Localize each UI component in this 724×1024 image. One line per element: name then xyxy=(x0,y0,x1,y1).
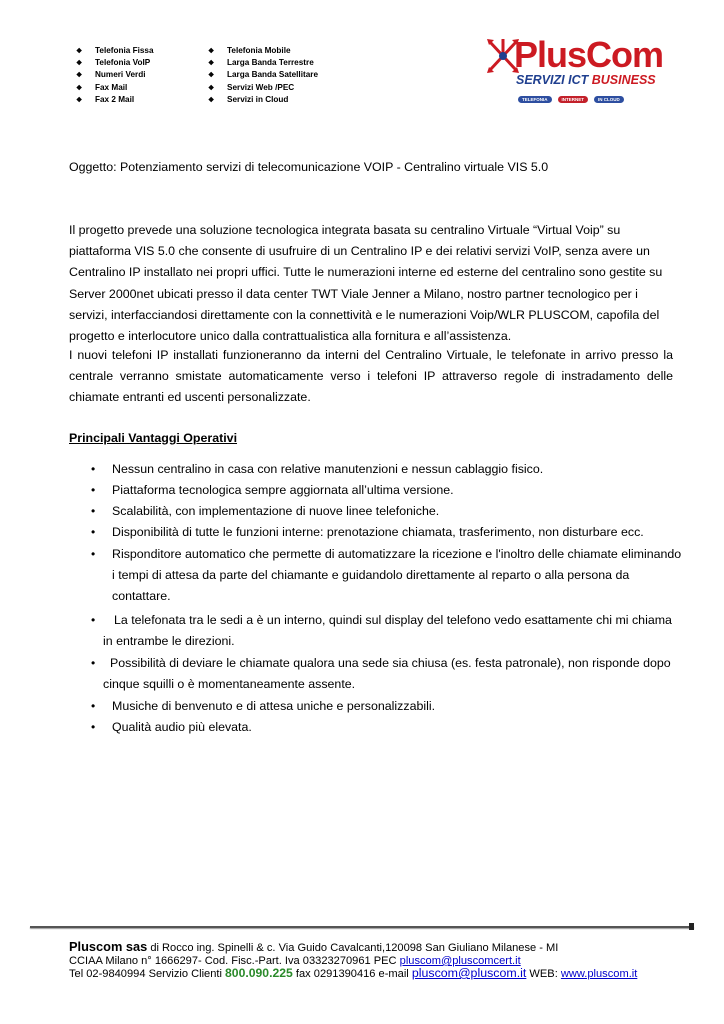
section-title: Principali Vantaggi Operativi xyxy=(69,431,238,445)
footer-customer-service-phone: 800.090.225 xyxy=(225,966,293,980)
service-item-label: Fax Mail xyxy=(95,82,128,92)
service-item xyxy=(76,45,154,57)
advantage-text: Nessun centralino in casa con relative manutenzioni e nessun cablaggio fisico. xyxy=(112,462,544,476)
intro-paragraph-text: Il progetto prevede una soluzione tecnologica integrata basata su centralino Virtuale “Virtual Voip” su piattaforma VIS 5.0 che consente di usufruire di un Centralino IP e dei relativi servizi VoIP, senza avere un Centralino IP installato nei propri uffici. Tutte le numerazioni interne ed esterne del centralino sono gestite su Server 2000net ubicati presso il data center TWT Viale Jenner a Milano, nostro partner tecnologico per i servizi, interfacciandosi direttamente con la connettività e le numerazioni Voip/WLR PLUSCOM, capofila del progetto e interlocutore unico dalla contrattualistica alla fornitura e all’assistenza. xyxy=(69,223,663,344)
footer-registry-text: CCIAA Milano n° 1666297- Cod. Fisc.-Part. Iva 03323270961 PEC xyxy=(69,955,400,967)
service-item xyxy=(76,57,154,69)
bullet-dot-icon: • xyxy=(91,656,96,670)
footer-address: di Rocco ing. Spinelli & c. Via Guido Cavalcanti,120098 San Giuliano Milanese - MI xyxy=(147,942,559,954)
diamond-bullet-icon: ❖ xyxy=(76,60,83,68)
logo-pill-telefonia: TELEFONIA xyxy=(518,96,552,103)
footer-tel-text: Tel 02-9840994 Servizio Clienti xyxy=(69,968,226,980)
logo-tagline-business: BUSINESS xyxy=(591,73,656,87)
bullet-dot-icon: • xyxy=(91,699,96,713)
service-item-label: Telefonia VoIP xyxy=(95,58,151,68)
advantage-text: Disponibilità di tutte le funzioni interne: prenotazione chiamata, trasferimento, non disturbare ecc. xyxy=(112,525,644,539)
footer-line-company xyxy=(69,940,558,955)
diamond-bullet-icon: ❖ xyxy=(208,72,215,80)
subject-line: Oggetto: Potenziamento servizi di telecomunicazione VOIP - Centralino virtuale VIS 5.0 xyxy=(69,160,549,174)
service-item-label: Telefonia Fissa xyxy=(95,46,154,55)
services-list-left xyxy=(76,45,154,106)
logo-wordmark: PlusCom xyxy=(514,34,664,75)
footer-pec-link[interactable]: pluscom@pluscomcert.it xyxy=(399,955,521,967)
advantage-text: La telefonata tra le sedi a è un interno, quindi sul display del telefono vedo esattamente chi mi chiama in entrambe le direzioni. xyxy=(103,613,672,649)
bullet-dot-icon: • xyxy=(91,525,96,539)
diamond-bullet-icon: ❖ xyxy=(76,84,83,92)
footer-divider xyxy=(30,926,694,928)
footer-email-link[interactable]: pluscom@pluscom.it xyxy=(411,966,527,980)
advantage-text: Piattaforma tecnologica sempre aggiornata all’ultima versione. xyxy=(112,483,454,497)
service-item-label: Larga Banda Terrestre xyxy=(227,58,314,68)
footer-web-label: WEB: xyxy=(526,968,561,980)
diamond-bullet-icon: ❖ xyxy=(76,48,83,55)
service-item-label: Fax 2 Mail xyxy=(95,94,135,104)
service-item xyxy=(208,82,318,94)
service-item xyxy=(76,94,154,106)
advantage-text: Musiche di benvenuto e di attesa uniche e personalizzabili. xyxy=(112,699,436,713)
second-paragraph xyxy=(69,345,673,409)
service-item-label: Servizi Web /PEC xyxy=(227,82,295,92)
service-item xyxy=(76,82,154,94)
advantage-text: Qualità audio più elevata. xyxy=(112,720,252,734)
bullet-dot-icon: • xyxy=(91,547,96,561)
advantage-text: Scalabilità, con implementazione di nuove linee telefoniche. xyxy=(112,504,440,518)
service-item-label: Numeri Verdi xyxy=(95,70,146,80)
advantage-text: Risponditore automatico che permette di automatizzare la ricezione e l'inoltro delle chiamate eliminando i tempi di attesa da parte del chiamante e guidandolo direttamente al reparto o alla persona da contattare. xyxy=(112,547,682,604)
advantage-text: Possibilità di deviare le chiamate qualora una sede sia chiusa (es. festa patronale), non risponde dopo cinque squilli o è momentaneamente assente. xyxy=(103,656,671,692)
service-item xyxy=(208,45,318,57)
logo-tagline xyxy=(516,73,656,87)
diamond-bullet-icon: ❖ xyxy=(208,84,215,92)
logo-tagline-ict: SERVIZI ICT xyxy=(516,73,589,87)
footer-company-name: Pluscom sas xyxy=(69,939,148,954)
diamond-bullet-icon: ❖ xyxy=(208,96,215,104)
pluscom-logo xyxy=(486,34,664,108)
diamond-bullet-icon: ❖ xyxy=(208,48,215,55)
intro-paragraph xyxy=(69,220,673,347)
bullet-dot-icon: • xyxy=(91,613,96,627)
logo-pill-strip xyxy=(518,96,624,103)
bullet-dot-icon: • xyxy=(91,504,96,518)
bullet-dot-icon: • xyxy=(91,720,96,734)
service-item-label: Servizi in Cloud xyxy=(227,94,289,104)
service-item xyxy=(208,69,319,81)
bullet-dot-icon: • xyxy=(91,483,96,497)
diamond-bullet-icon: ❖ xyxy=(76,72,83,80)
footer-fax-text: fax 0291390416 e-mail xyxy=(292,968,412,980)
second-paragraph-text: I nuovi telefoni IP installati funzioneranno da interni del Centralino Virtuale, le telefonate in arrivo presso la centrale verranno smistate automaticamente verso i telefoni IP attraverso regole di instradamento delle chiamate entranti ed uscenti personalizzate. xyxy=(69,348,673,405)
service-item xyxy=(208,94,318,106)
diamond-bullet-icon: ❖ xyxy=(208,60,215,68)
service-item xyxy=(76,69,154,81)
services-list-right xyxy=(208,45,319,106)
footer-line-contacts xyxy=(69,966,637,981)
footer-divider-end xyxy=(689,923,694,930)
logo-pill-cloud: IN CLOUD xyxy=(594,96,624,103)
logo-pill-internet: INTERNET xyxy=(558,96,589,103)
bullet-dot-icon: • xyxy=(91,462,96,476)
diamond-bullet-icon: ❖ xyxy=(76,96,83,104)
footer-web-link[interactable]: www.pluscom.it xyxy=(560,968,638,980)
service-item xyxy=(208,57,318,69)
service-item-label: Telefonia Mobile xyxy=(227,46,291,55)
service-item-label: Larga Banda Satellitare xyxy=(227,70,319,80)
